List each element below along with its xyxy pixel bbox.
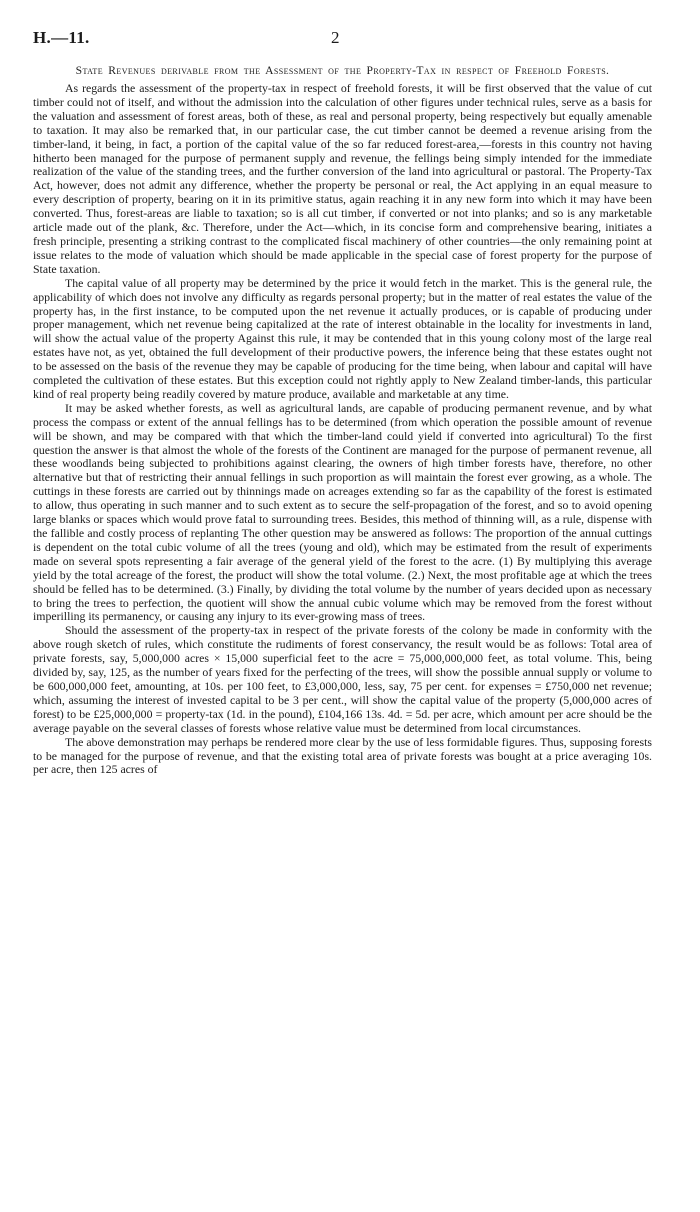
paragraph: Should the assessment of the property-tax in respect of the private forests of the colony be made in conformity with the above rough sketch of rules, which constitute the rudiments of forest conservancy, the result would be as follows: Total area of private forests, say, 5,000,000 acres × 15,000 superficial feet to the acre = 75,000,000,000 feet, as total volume. This, being divided by, say, 125, as the number of years fixed for the perfecting of the trees, will show the possible annual supply or volume to be 600,000,000 feet, amounting, at 10s. per 100 feet, to £3,000,000, less, say, 75 per cent. for expenses = £750,000 net revenue; which, assuming the interest of invested capital to be 3 per cent., will show the capital value of the property (5,000,000 acres of forest) to be £25,000,000 = property-tax (1d. in the pound), £104,166 13s. 4d. = 5d. per acre, which amount per acre should be the average payable on the several classes of forests whose relative value must be determined from local circumstances. <box>33 623 652 735</box>
document-page <box>33 28 652 777</box>
section-title: State Revenues derivable from the Assessment of the Property-Tax in respect of Freehold Forests. <box>75 64 610 77</box>
paragraph: As regards the assessment of the property-tax in respect of freehold forests, it will be first observed that the value of cut timber could not of itself, and without the admission into the calculation of other figures under technical rules, serve as a basis for the valuation and assessment of forest areas, both of these, as real and personal property, being respectively but equally amenable to taxation. It may also be remarked that, in our particular case, the cut timber cannot be deemed a revenue arising from the timber-land, it being, in fact, a portion of the capital value of the so far reduced forest-area,—forests in this country not having hitherto been managed for the purpose of permanent supply and revenue, the fellings being simply intended for the immediate realization of the value of the standing trees, and the further conversion of the land into agricultural or pastoral. The Property-Tax Act, however, does not admit any difference, whether the property be personal or real, the Act applying in an equal measure to every description of property, bearing on it in its primitive status, again reaching it in any new form into which it may have been converted. Thus, forest-areas are liable to taxation; so is all cut timber, if converted or not into planks; and so is any marketable article made out of the plank, &c. Therefore, under the Act—which, in its concise form and comprehensive bearing, initiates a fresh principle, presenting a striking contrast to the complicated fiscal machinery of other countries—the only remaining point at issue relates to the mode of valuation which should be made applicable in the special case of forest property for the purpose of State taxation. <box>33 81 652 276</box>
paragraph: The above demonstration may perhaps be rendered more clear by the use of less formidable figures. Thus, supposing forests to be managed for the purpose of revenue, and that the existing total area of private forests was bought at a price averaging 10s. per acre, then 125 acres of <box>33 734 652 777</box>
body-text <box>33 82 652 777</box>
running-header <box>33 28 652 50</box>
page-number: 2 <box>331 28 340 47</box>
page-reference: H.—11. <box>33 28 90 47</box>
paragraph: The capital value of all property may be determined by the price it would fetch in the market. This is the general rule, the applicability of which does not involve any difficulty as regards personal property; but in the matter of real estates the value of the property has, in the first instance, to be computed upon the net revenue it actually produces, or is capable of producing under proper management, which net revenue being capitalized at the rate of interest obtainable in the locality for investments in land, will show the actual value of the property Against this rule, it may be contended that in this young colony most of the large real estates have not, as yet, obtained the full development of their productive powers, the inference being that these estates ought not to be assessed on the basis of the revenue they may be capable of producing for the time being, when labour and capital will have completed the cultivation of these estates. But this exception could not rightly apply to New Zealand timber-lands, this particular kind of real property being readily covered by mature produce, available and marketable at any time. <box>33 275 652 401</box>
paragraph: It may be asked whether forests, as well as agricultural lands, are capable of producing permanent revenue, and by what process the compass or extent of the annual fellings has to be determined (from which operation the possible amount of revenue will be shown, and may be compared with that which the timber-land could yield if converted into agricultural) To the first question the answer is that almost the whole of the forests of the Continent are managed for the purpose of permanent revenue, all these woodlands being subjected to prohibitions against clearing, the owners of high timber forests have, therefore, no other alternative but that of restricting their annual fellings in such proportion as will maintain the forest ever growing, as a whole. The cuttings in these forests are carried out by thinnings made on acreages extending so far as the capability of the forest is estimated to allow, thus operating in such manner and to such extent as to secure the self-propagation of the forest, and so to avoid opening large blanks or spaces which would prove fatal to surrounding trees. Besides, this method of thinning will, as a rule, dispense with the fallible and costly process of replanting The other question may be answered as follows: The proportion of the annual cuttings is dependent on the total cubic volume of all the trees (young and old), which may be estimated from the result of experiments made on several spots representing a fair average of the general yield of the forest to the acre. (1) By multiplying this average yield by the total acreage of the forest, the product will show the total volume. (2.) Next, the most profitable age at which the trees should be felled has to be determined. (3.) Finally, by dividing the total volume by the number of years decided upon as necessary to bring the trees to perfection, the quotient will show the annual cubic volume which may be removed from the forest without imperilling its permanency, or causing any injury to its ever-growing mass of trees. <box>33 400 652 624</box>
